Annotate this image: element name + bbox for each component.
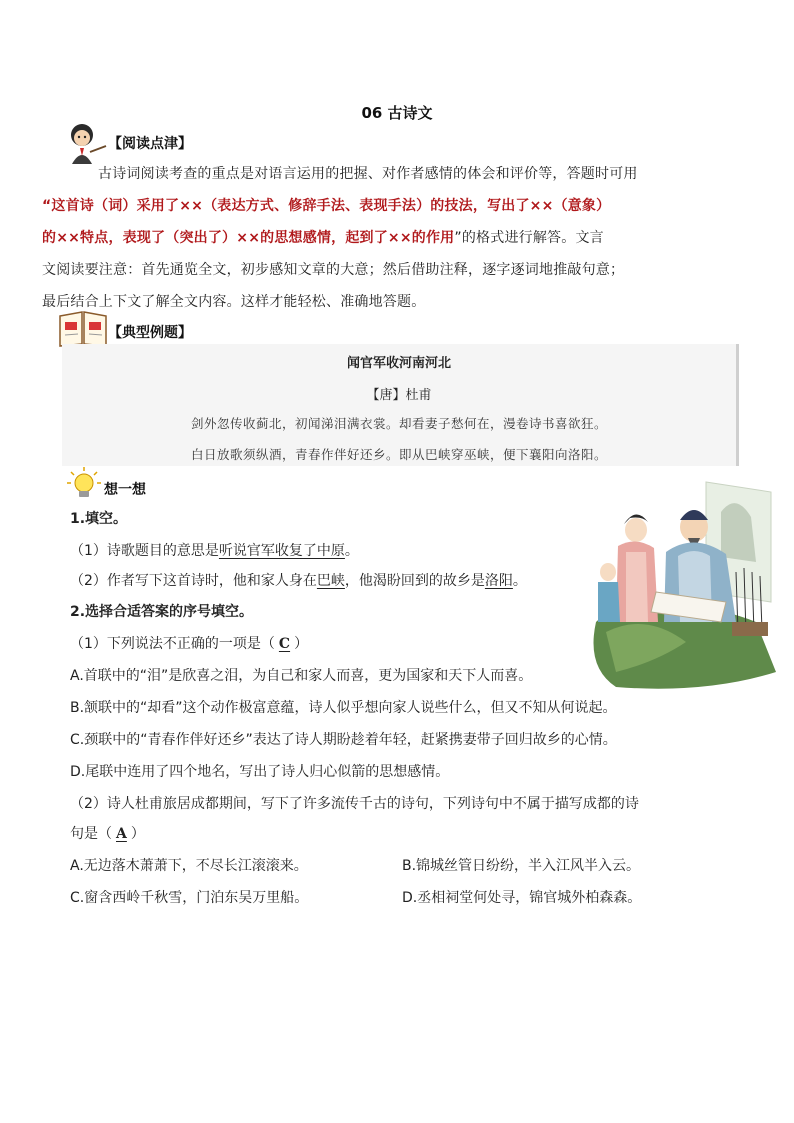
guide-paragraph xyxy=(42,158,730,318)
guide-quote-open: “ xyxy=(42,198,52,214)
guide-line-5: 最后结合上下文了解全文内容。这样才能轻松、准确地答题。 xyxy=(42,294,426,310)
q2-2-end: ） xyxy=(130,826,145,842)
q2-title: 2.选择合适答案的序号填空。 xyxy=(70,604,254,620)
q2-2-stem: （2）诗人杜甫旅居成都期间，写下了许多流传千古的诗句，下列诗句中不属于描写成都的诗 xyxy=(70,796,639,812)
q1-1-answer: 听说官军收复了中原 xyxy=(218,543,345,559)
q2-item-1 xyxy=(70,633,308,653)
book-icon xyxy=(56,308,110,348)
poem-title: 闻官军收河南河北 xyxy=(346,356,451,371)
q2-2-answer: A xyxy=(116,826,127,842)
q2-1-option-a: A.首联中的“泪”是欣喜之泪，为自己和家人而喜，更为国家和天下人而喜。 xyxy=(70,668,533,684)
lightbulb-icon xyxy=(66,466,102,500)
guide-line-4: 文阅读要注意：首先通览全文，初步感知文章的大意；然后借助注释，逐字逐词地推敲句意； xyxy=(42,262,625,278)
q1-1-prompt: （1）诗歌题目的意思是 xyxy=(70,543,219,559)
poem-line-2: 白日放歌须纵酒，青春作伴好还乡。即从巴峡穿巫峡，便下襄阳向洛阳。 xyxy=(190,447,607,462)
q2-1-prompt: （1）下列说法不正确的一项是（ xyxy=(70,636,275,652)
q1-2-prompt: （2）作者写下这首诗时，他和家人身在 xyxy=(70,573,317,589)
guide-emphasis-2: 的××特点，表现了（突出了）××的思想感情，起到了××的作用 xyxy=(42,230,455,246)
q2-1-answer: C xyxy=(278,636,291,652)
guide-line-3-tail: ”的格式进行解答。文言 xyxy=(454,230,604,246)
du-fu-family-illustration xyxy=(586,472,778,694)
q2-2-option-b: B.锦城丝管日纷纷，半入江风半入云。 xyxy=(402,858,641,874)
q2-1-end: ） xyxy=(294,636,309,652)
poem-box xyxy=(62,344,739,466)
q2-1-option-d: D.尾联中连用了四个地名，写出了诗人归心似箭的思想感情。 xyxy=(70,764,450,780)
q1-2-end: 。 xyxy=(512,573,527,589)
q1-title: 1.填空。 xyxy=(70,511,128,527)
q2-1-option-b: B.颔联中的“却看”这个动作极富意蕴，诗人似乎想向家人说些什么，但又不知从何说起。 xyxy=(70,700,617,716)
q2-2-option-d: D.丞相祠堂何处寻，锦官城外柏森森。 xyxy=(402,890,642,906)
think-header: 想一想 xyxy=(104,482,146,498)
q2-2-option-c: C.窗含西岭千秋雪，门泊东吴万里船。 xyxy=(70,890,309,906)
poem-author: 【唐】杜甫 xyxy=(366,388,432,403)
guide-emphasis-1: 这首诗（词）采用了××（表达方式、修辞手法、表现手法）的技法，写出了××（意象） xyxy=(51,198,611,214)
q1-1-end: 。 xyxy=(344,543,359,559)
guide-line-1: 古诗词阅读考查的重点是对语言运用的把握、对作者感情的体会和评价等，答题时可用 xyxy=(98,166,638,182)
q1-2-answer-2: 洛阳 xyxy=(484,573,513,589)
poem-line-1: 剑外忽传收蓟北，初闻涕泪满衣裳。却看妻子愁何在，漫卷诗书喜欲狂。 xyxy=(190,416,607,431)
q1-item-1 xyxy=(70,540,359,560)
q2-2-option-a: A.无边落木萧萧下，不尽长江滚滚来。 xyxy=(70,858,308,874)
q2-2-prompt: 句是（ xyxy=(70,826,112,842)
example-header: 【典型例题】 xyxy=(108,325,192,341)
guide-header: 【阅读点津】 xyxy=(108,136,192,152)
q2-item-2 xyxy=(70,823,145,843)
q1-2-middle: ，他渴盼回到的故乡是 xyxy=(344,573,485,589)
page-title: 06 古诗文 xyxy=(361,104,433,122)
q2-1-option-c: C.颈联中的“青春作伴好还乡”表达了诗人期盼趁着年轻，赶紧携妻带子回归故乡的心情。 xyxy=(70,732,617,748)
q1-item-2 xyxy=(70,570,527,590)
q1-2-answer-1: 巴峡 xyxy=(316,573,345,589)
